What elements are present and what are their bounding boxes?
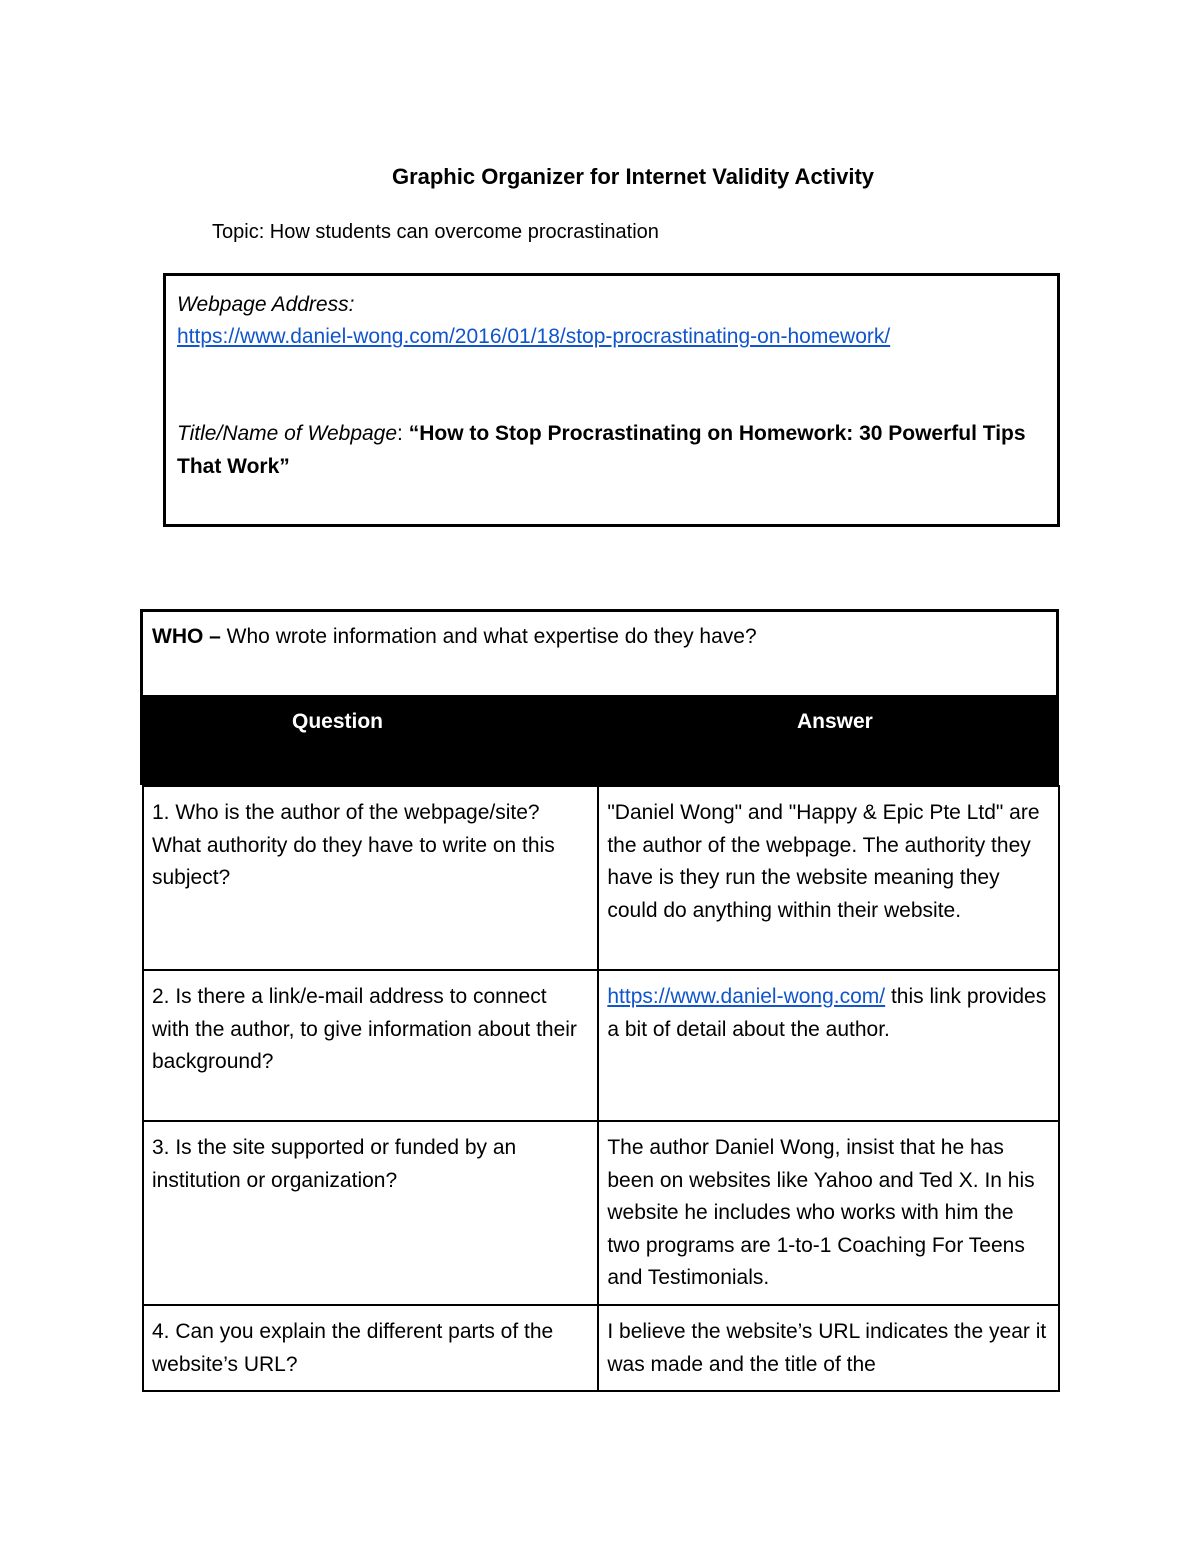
question-answer-table bbox=[142, 785, 1060, 1392]
table-row bbox=[143, 1121, 1059, 1305]
answer-text: this link provides a bit of detail about the author. bbox=[607, 985, 1047, 1041]
table-header-bar bbox=[140, 695, 1059, 785]
webpage-address-link[interactable]: https://www.daniel-wong.com/2016/01/18/stop-procrastinating-on-homework/ bbox=[177, 325, 891, 348]
question-cell: 2. Is there a link/e-mail address to connect with the author, to give information about their background? bbox=[143, 970, 598, 1121]
question-cell: 4. Can you explain the different parts of the website’s URL? bbox=[143, 1305, 598, 1391]
webpage-name-separator: : bbox=[397, 422, 409, 445]
who-section-text bbox=[152, 625, 757, 649]
webpage-name-value: “How to Stop Procrastinating on Homework: 30 Powerful Tips That Work” bbox=[177, 422, 1026, 478]
question-column-header: Question bbox=[292, 710, 384, 733]
answer-cell: "Daniel Wong" and "Happy & Epic Pte Ltd" are the author of the webpage. The authority they have is they run the website meaning they could do anything within their website. bbox=[598, 786, 1059, 970]
webpage-name-label: Title/Name of Webpage bbox=[177, 422, 398, 445]
question-cell: 1. Who is the author of the webpage/site? What authority do they have to write on this subject? bbox=[143, 786, 598, 970]
webpage-name-block bbox=[177, 417, 1037, 483]
author-site-link[interactable]: https://www.daniel-wong.com/ bbox=[607, 985, 886, 1008]
answer-cell: I believe the website’s URL indicates the year it was made and the title of the bbox=[598, 1305, 1059, 1391]
webpage-address-label: Webpage Address: bbox=[177, 293, 355, 316]
table-row bbox=[143, 970, 1059, 1121]
table-row bbox=[143, 786, 1059, 970]
who-prompt: Who wrote information and what expertise do they have? bbox=[220, 625, 757, 648]
answer-cell: The author Daniel Wong, insist that he has been on websites like Yahoo and Ted X. In his website he includes who works with him the two programs are 1-to-1 Coaching For Teens and Testimonials. bbox=[598, 1121, 1059, 1305]
question-cell: 3. Is the site supported or funded by an institution or organization? bbox=[143, 1121, 598, 1305]
topic-line: Topic: How students can overcome procrastination bbox=[212, 221, 659, 243]
answer-column-header: Answer bbox=[797, 710, 873, 733]
who-section-box bbox=[140, 609, 1059, 696]
answer-cell bbox=[598, 970, 1059, 1121]
document-title: Graphic Organizer for Internet Validity Activity bbox=[391, 164, 875, 189]
webpage-info-box bbox=[163, 273, 1060, 527]
who-label: WHO – bbox=[152, 625, 221, 648]
table-row bbox=[143, 1305, 1059, 1391]
